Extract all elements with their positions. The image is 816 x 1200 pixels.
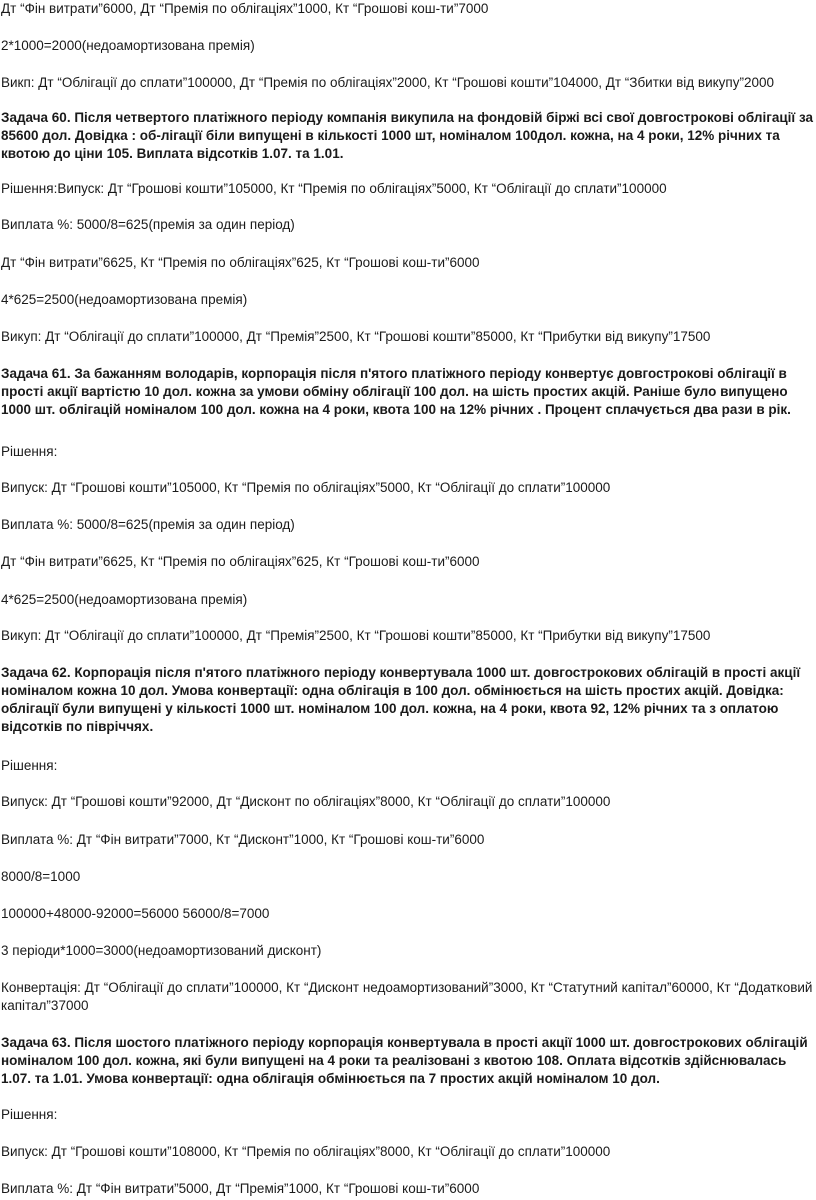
text-paragraph: Виплата %: Дт “Фін витрати”5000, Дт “Премія”1000, Кт “Грошові кош-ти”6000: [1, 1181, 480, 1196]
text-paragraph: Виплата %: 5000/8=625(премія за один період): [1, 217, 295, 232]
text-paragraph: 4*625=2500(недоамортизована премія): [1, 292, 248, 307]
text-paragraph: Рішення:: [1, 758, 58, 773]
text-paragraph: Викуп: Дт “Облігації до сплати”100000, Дт “Премія”2500, Кт “Грошові кошти”85000, Кт “Прибутки від викупу”17500: [1, 329, 711, 344]
text-paragraph: Дт “Фін витрати”6000, Дт “Премія по облігаціях”1000, Кт “Грошові кош-ти”7000: [1, 1, 489, 16]
text-paragraph: Дт “Фін витрати”6625, Кт “Премія по облігаціях”625, Кт “Грошові кош-ти”6000: [1, 255, 480, 270]
text-paragraph: Випуск: Дт “Грошові кошти”105000, Кт “Премія по облігаціях”5000, Кт “Облігації до сплати”100000: [1, 480, 611, 495]
text-paragraph: Виплата %: Дт “Фін витрати”7000, Кт “Дисконт”1000, Кт “Грошові кош-ти”6000: [1, 832, 485, 847]
text-paragraph: Виплата %: 5000/8=625(премія за один період): [1, 517, 295, 532]
text-paragraph: 100000+48000-92000=56000 56000/8=7000: [1, 906, 270, 921]
task-heading-paragraph: Задача 61. За бажанням володарів, корпорація після п'ятого платіжного періоду конвертує довгострокові облігації в прості акції вартістю 10 дол. кожна за умови обміну облігації 100 дол. на шість простих акцій. Раніше було випущено 1000 шт. облігацій номіналом 100 дол. кожна на 4 роки, квота 100 на 12% річних . Процент сплачується два рази в рік.: [1, 366, 791, 417]
text-paragraph: Конвертація: Дт “Облігації до сплати”100000, Кт “Дисконт недоамортизований”3000, Кт “Статутний капітал”60000, Кт “Додатковий капітал”37000: [1, 980, 813, 1013]
text-paragraph: 2*1000=2000(недоамортизована премія): [1, 38, 255, 53]
task-heading-paragraph: Задача 62. Корпорація після п'ятого платіжного періоду конвертувала 1000 шт. довгострокових облігацій в прості акції номіналом кожна 10 дол. Умова конвертації: одна облігація в 100 дол. обмінюється на шість простих акцій. Довідка: облігації були випущені у кількості 1000 шт. номіналом 100 дол. кожна, на 4 роки, квота 92, 12% річних та з оплатою відсотків по півріччях.: [1, 665, 801, 734]
task-heading-paragraph: Задача 63. Після шостого платіжного періоду корпорація конвертувала в прості акції 1000 шт. довгострокових облігацій номіналом 100 дол. кожна, які були випущені на 4 роки та реалізовані з квотою 108. Оплата відсотків здійснювалась 1.07. та 1.01. Умова конвертації: одна облігація обмінюється па 7 простих акцій номіналом 10 дол.: [1, 1035, 808, 1086]
text-paragraph: Рішення:: [1, 1107, 58, 1122]
text-paragraph: Викп: Дт “Облігації до сплати”100000, Дт “Премія по облігаціях”2000, Кт “Грошові кошти”104000, Дт “Збитки від викупу”2000: [1, 75, 775, 90]
text-paragraph: Дт “Фін витрати”6625, Кт “Премія по облігаціях”625, Кт “Грошові кош-ти”6000: [1, 554, 480, 569]
text-paragraph: Випуск: Дт “Грошові кошти”92000, Дт “Дисконт по облігаціях”8000, Кт “Облігації до сплати”100000: [1, 794, 611, 809]
text-paragraph: Рішення:: [1, 444, 58, 459]
text-paragraph: Випуск: Дт “Грошові кошти”108000, Кт “Премія по облігаціях”8000, Кт “Облігації до сплати”100000: [1, 1144, 611, 1159]
task-heading-paragraph: Задача 60. Після четвертого платіжного періоду компанія викупила на фондовій біржі всі свої довгострокові облігації за 85600 дол. Довідка : об-лігації біли випущені в кількості 1000 шт, номіналом 100дол. кожна, на 4 роки, 12% річних та квотою до ціни 105. Виплата відсотків 1.07. та 1.01.: [1, 110, 813, 161]
text-paragraph: 8000/8=1000: [1, 869, 81, 884]
text-paragraph: 4*625=2500(недоамортизована премія): [1, 592, 248, 607]
text-paragraph: Викуп: Дт “Облігації до сплати”100000, Дт “Премія”2500, Кт “Грошові кошти”85000, Кт “Прибутки від викупу”17500: [1, 628, 711, 643]
text-paragraph: 3 періоди*1000=3000(недоамортизований дисконт): [1, 943, 322, 958]
text-paragraph: Рішення:Випуск: Дт “Грошові кошти”105000, Кт “Премія по облігаціях”5000, Кт “Облігації до сплати”100000: [1, 181, 667, 196]
